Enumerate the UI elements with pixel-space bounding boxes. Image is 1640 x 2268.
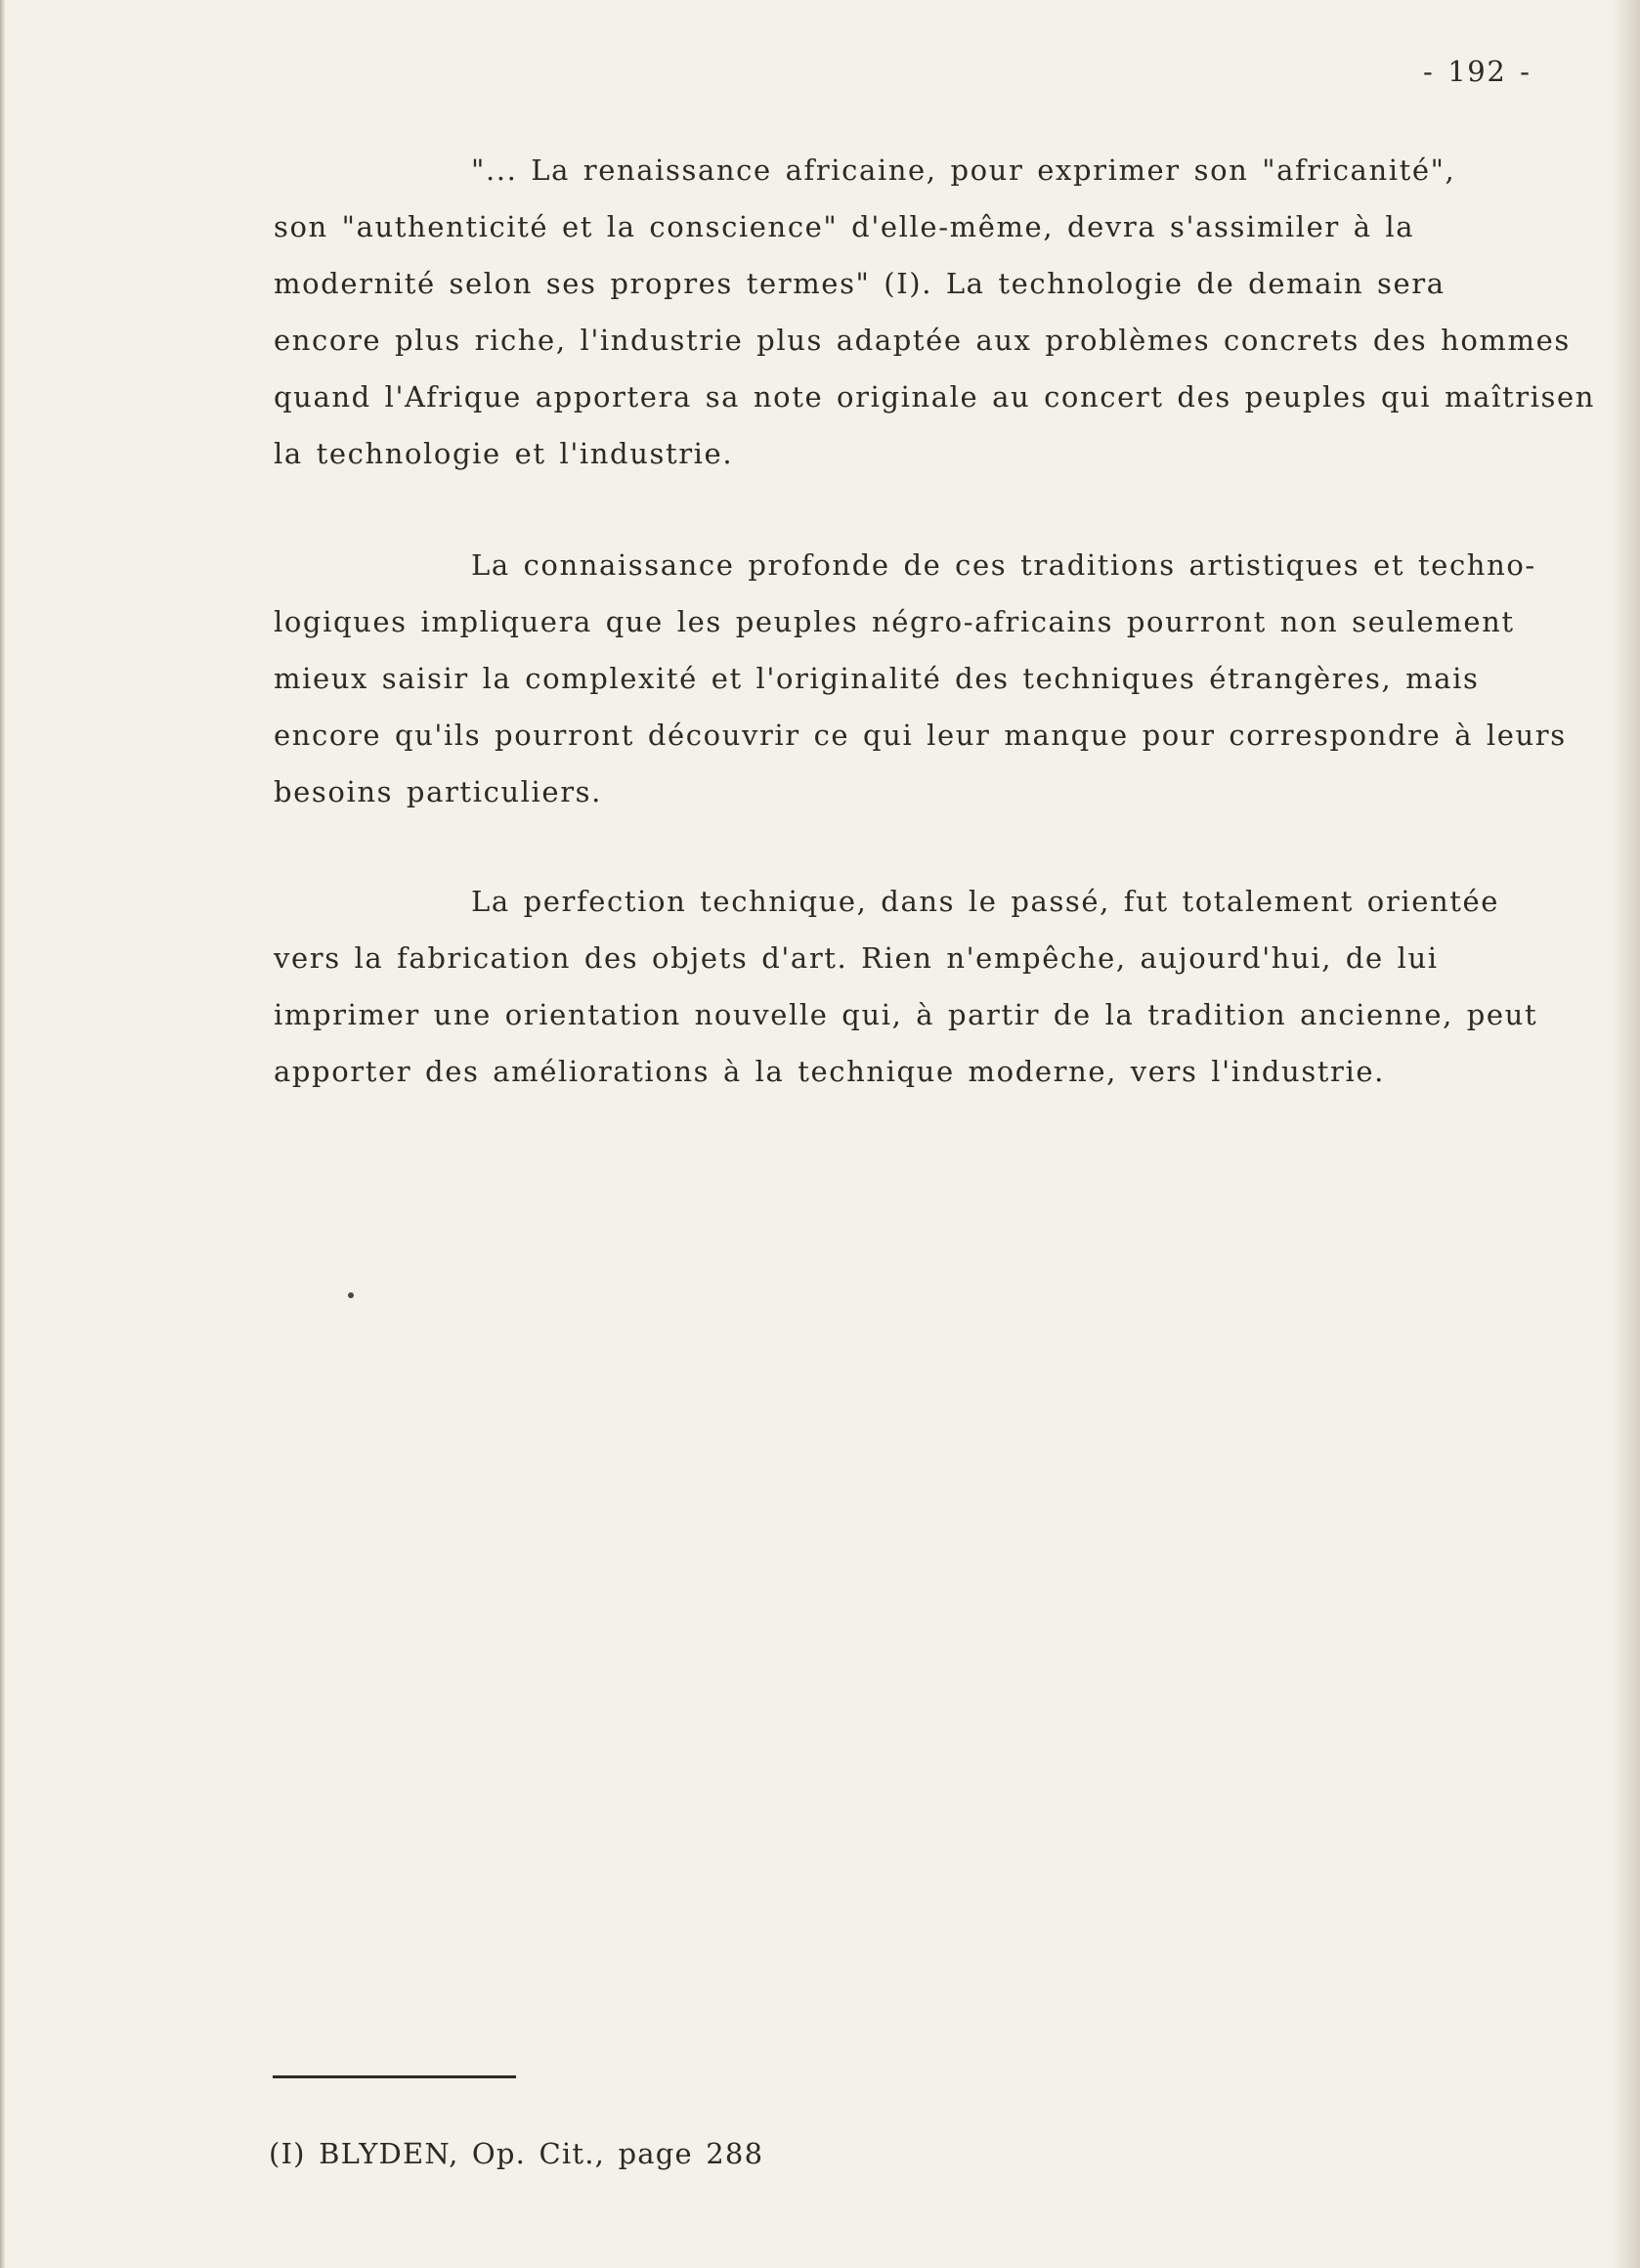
paragraph-3-line-1: La perfection technique, dans le passé, fut totalement orientée bbox=[471, 885, 1500, 918]
paragraph-1-line-3: modernité selon ses propres termes" (I). La technologie de demain sera bbox=[274, 267, 1446, 300]
paragraph-1-line-2: son "authenticité et la conscience" d'elle-même, devra s'assimiler à la bbox=[274, 210, 1415, 243]
paragraph-2-line-1: La connaissance profonde de ces traditions artistiques et techno- bbox=[471, 548, 1536, 582]
footnote: (I) BLYDEN, Op. Cit., page 288 bbox=[269, 2137, 764, 2170]
ink-speck bbox=[348, 1292, 354, 1298]
page-right-shadow bbox=[1613, 0, 1640, 2268]
paragraph-1-line-1: "... La renaissance africaine, pour exprimer son "africanité", bbox=[471, 153, 1456, 187]
paragraph-2-line-3: mieux saisir la complexité et l'originalité des techniques étrangères, mais bbox=[274, 662, 1480, 695]
paragraph-1-line-4: encore plus riche, l'industrie plus adaptée aux problèmes concrets des hommes bbox=[274, 324, 1571, 357]
paragraph-2-line-4: encore qu'ils pourront découvrir ce qui leur manque pour correspondre à leurs bbox=[274, 719, 1567, 752]
paragraph-1-line-6: la technologie et l'industrie. bbox=[274, 437, 734, 470]
footnote-separator bbox=[273, 2075, 516, 2078]
paragraph-1-line-5: quand l'Afrique apportera sa note originale au concert des peuples qui maîtrisen bbox=[274, 380, 1596, 414]
paragraph-3-line-3: imprimer une orientation nouvelle qui, à partir de la tradition ancienne, peut bbox=[274, 998, 1538, 1031]
page-left-edge bbox=[0, 0, 5, 2268]
paragraph-3-line-4: apporter des améliorations à la technique moderne, vers l'industrie. bbox=[274, 1055, 1385, 1088]
page-number: - 192 - bbox=[1423, 55, 1532, 88]
paragraph-2-line-5: besoins particuliers. bbox=[274, 775, 602, 808]
paragraph-3-line-2: vers la fabrication des objets d'art. Rien n'empêche, aujourd'hui, de lui bbox=[274, 941, 1439, 975]
paragraph-2-line-2: logiques impliquera que les peuples négro-africains pourront non seulement bbox=[274, 605, 1515, 638]
